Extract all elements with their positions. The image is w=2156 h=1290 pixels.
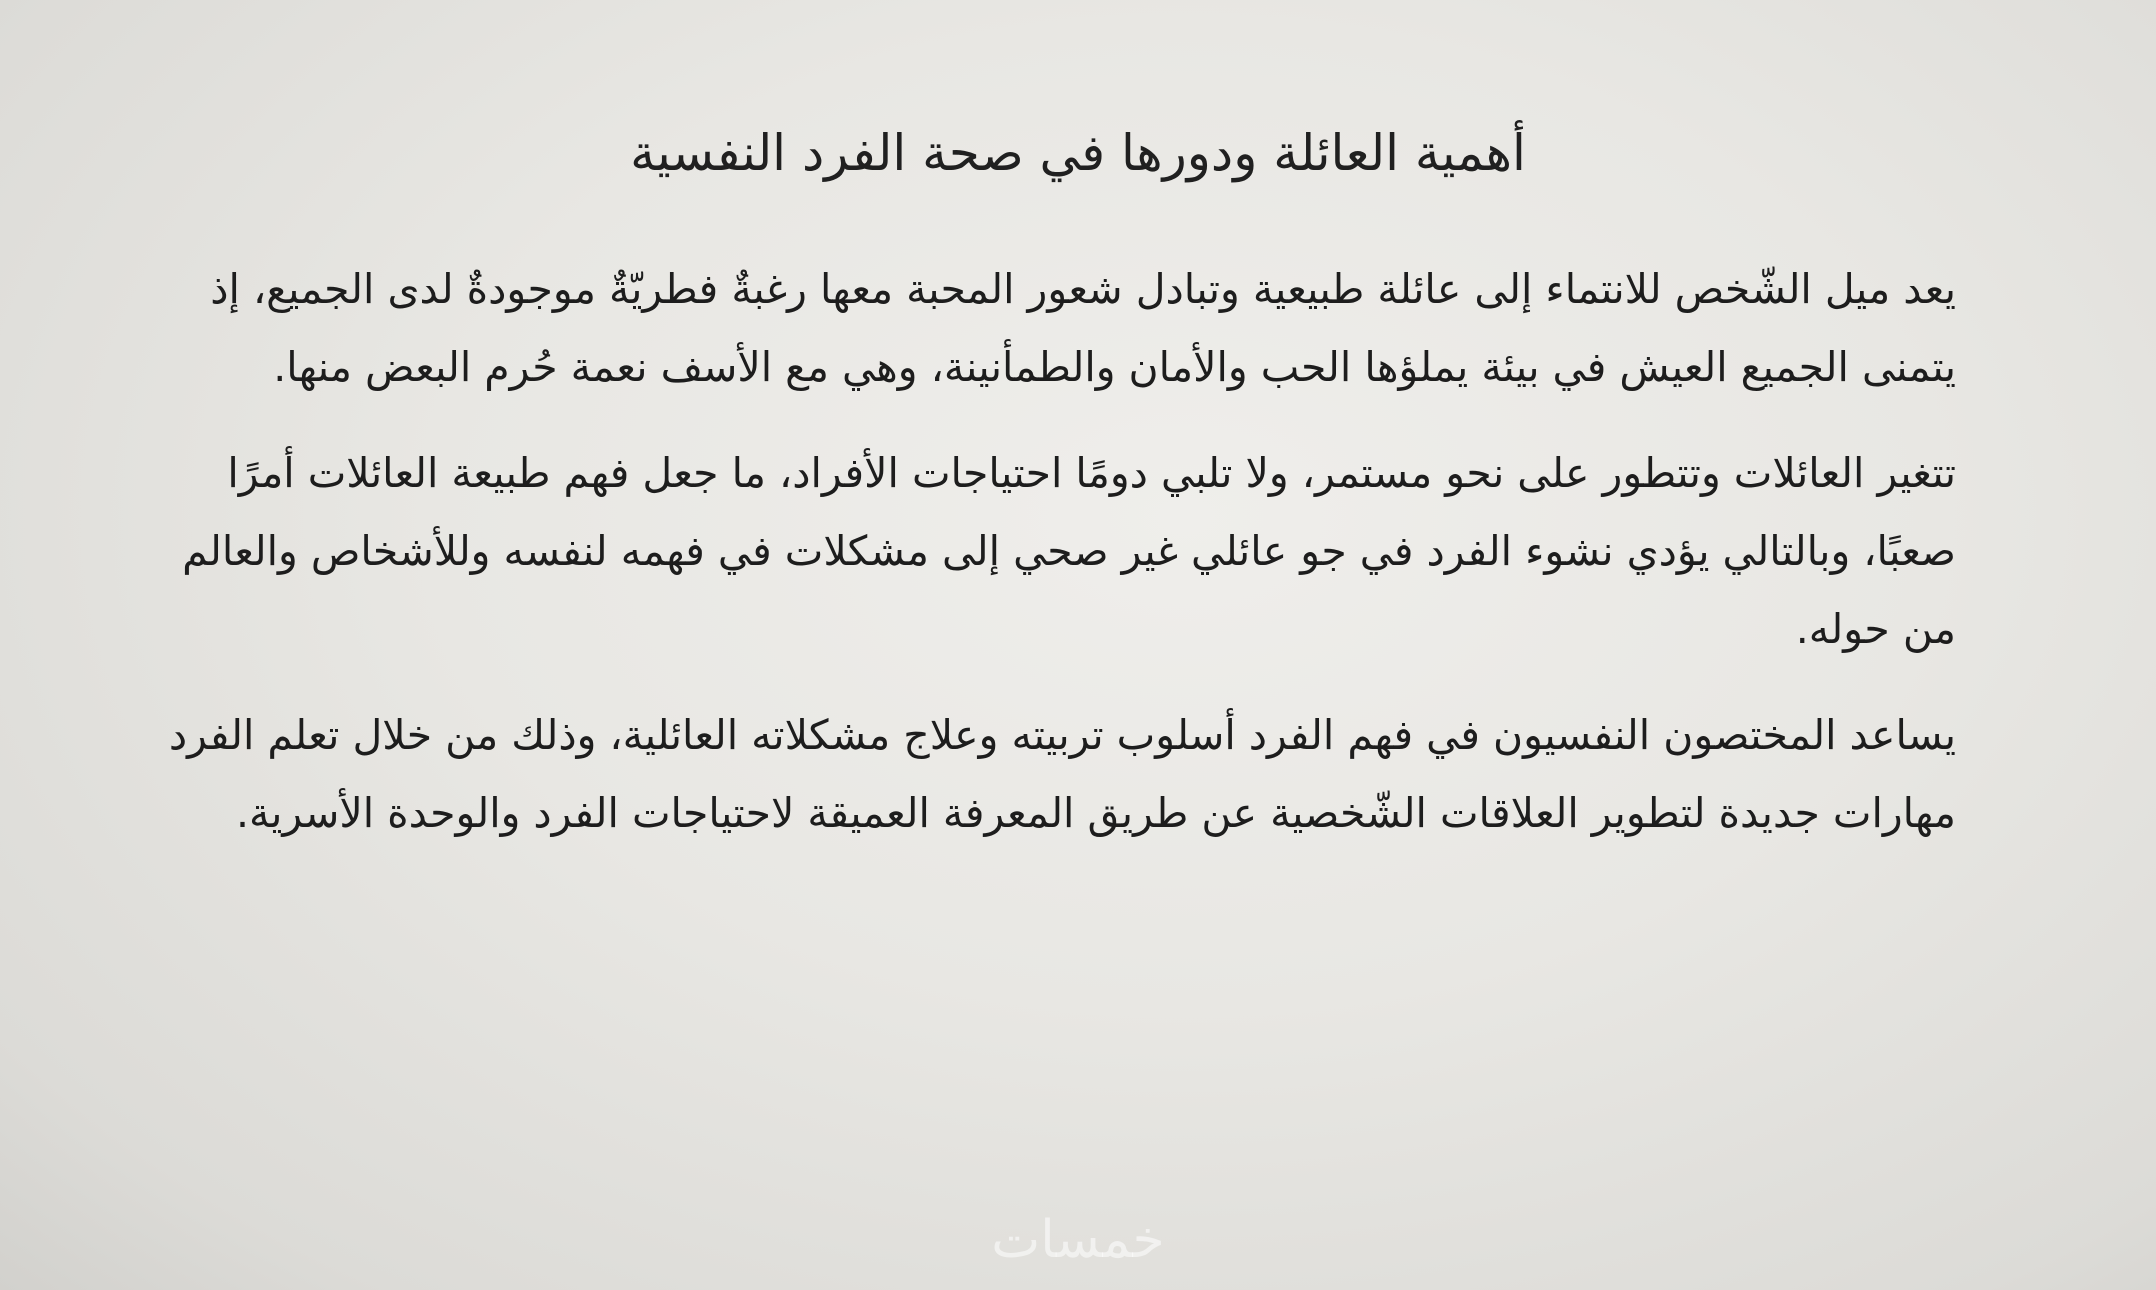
paragraph-3: يساعد المختصون النفسيون في فهم الفرد أسلوب تربيته وعلاج مشكلاته العائلية، وذلك من خلال تعلم الفرد مهارات جديدة لتطوير العلاقات الشّخصية عن طريق المعرفة العميقة لاحتياجات الفرد والوحدة الأسرية. <box>168 711 1956 837</box>
document-title: أهمية العائلة ودورها في صحة الفرد النفسية <box>630 124 1526 182</box>
watermark-logo: خمسات <box>991 1210 1165 1270</box>
paragraph-2: تتغير العائلات وتتطور على نحو مستمر، ولا تلبي دومًا احتياجات الأفراد، ما جعل فهم طبيعة العائلات أمرًا صعبًا، وبالتالي يؤدي نشوء الفرد في جو عائلي غير صحي إلى مشكلات في فهمه لنفسه وللأشخاص والعالم من حوله. <box>182 449 1956 653</box>
document-body <box>166 250 1956 880</box>
paragraph-1: يعد ميل الشّخص للانتماء إلى عائلة طبيعية وتبادل شعور المحبة معها رغبةٌ فطريّةٌ موجودةٌ لدى الجميع، إذ يتمنى الجميع العيش في بيئة يملؤها الحب والأمان والطمأنينة، وهي مع الأسف نعمة حُرم البعض منها. <box>210 265 1956 391</box>
